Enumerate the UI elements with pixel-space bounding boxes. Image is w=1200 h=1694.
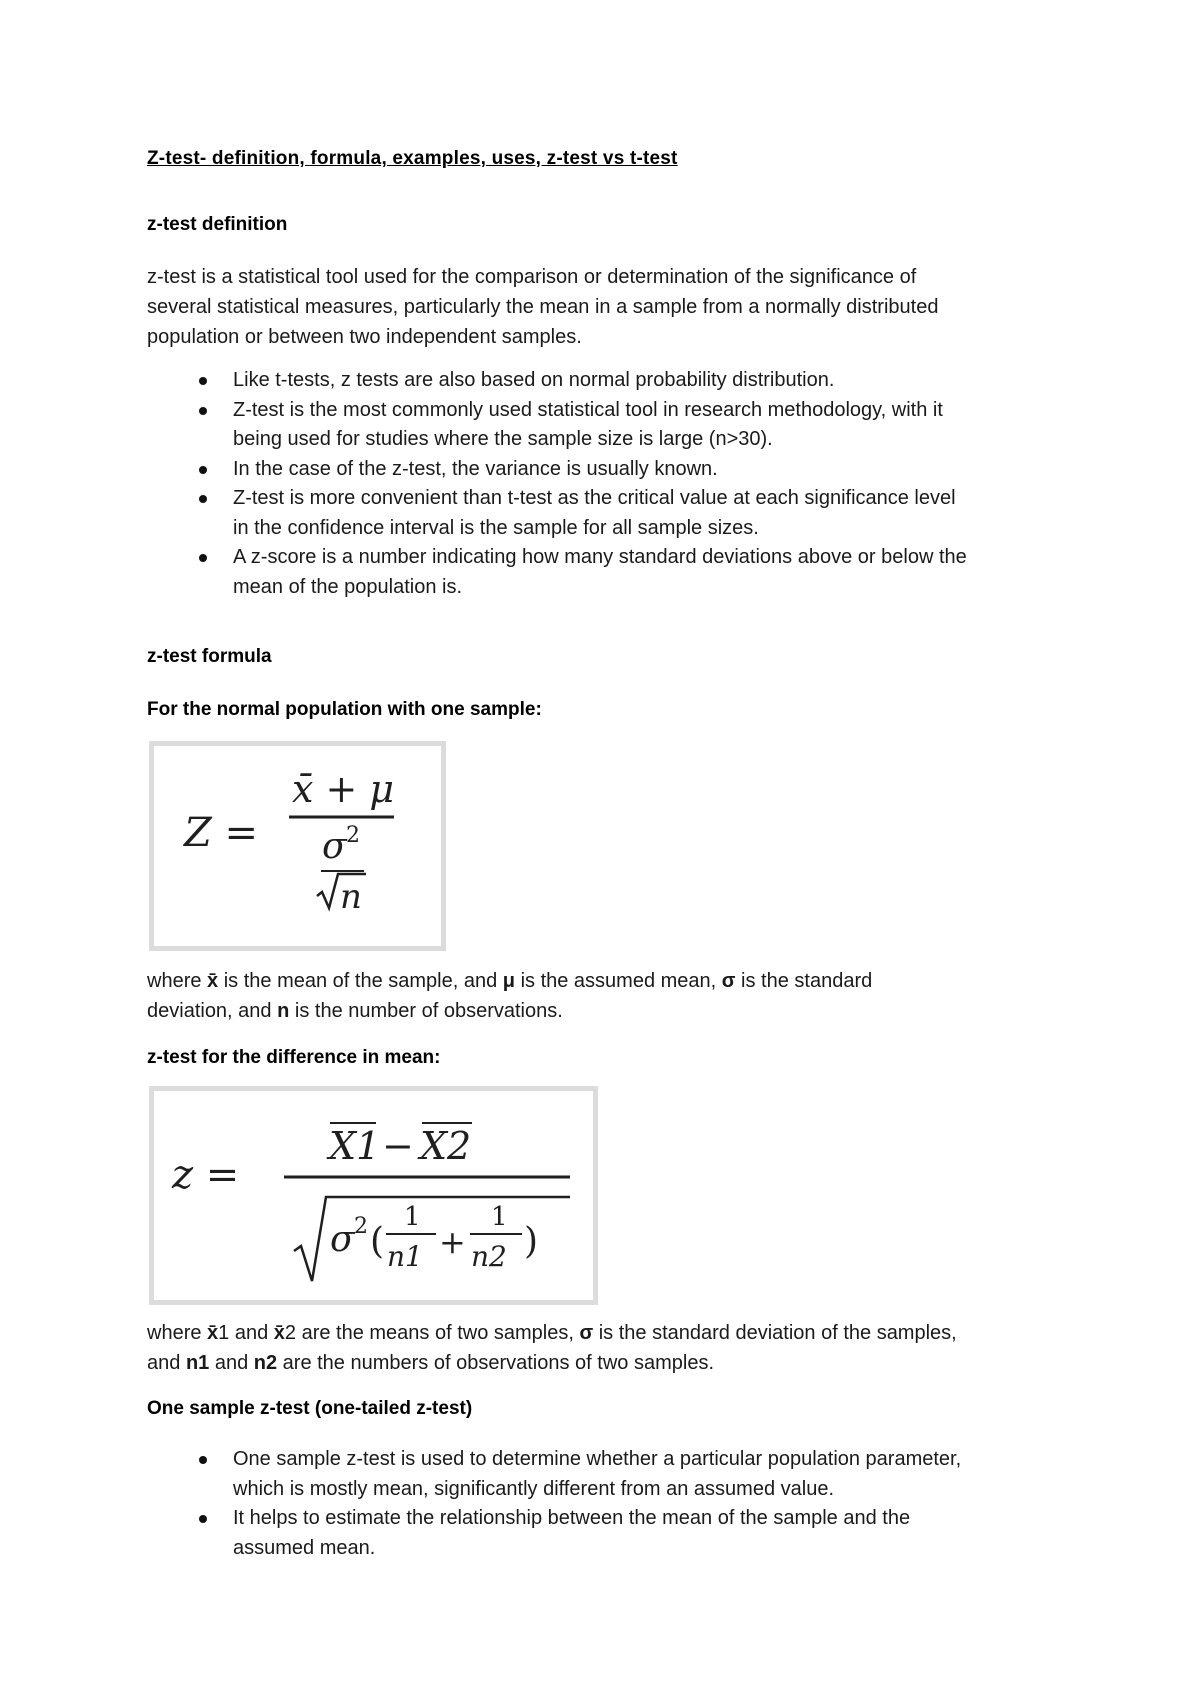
bullet-icon: [199, 1515, 207, 1523]
bullet-icon: [199, 377, 207, 385]
explanation-line: deviation, and n is the number of observations.: [147, 1000, 563, 1022]
list-item: In the case of the z-test, the variance is usually known.: [147, 455, 967, 485]
formula-lhs: Z =: [184, 810, 259, 856]
one-sample-formula-image: [149, 741, 446, 951]
definition-bullet-list: [147, 366, 967, 602]
definition-heading: z-test definition: [147, 214, 288, 235]
paragraph-line: population or between two independent samples.: [147, 326, 582, 348]
open-paren: (: [370, 1221, 385, 1262]
explanation-line: where x̄ is the mean of the sample, and μ is the assumed mean, σ is the standard: [147, 970, 873, 992]
sigma-exponent: 2: [354, 1214, 368, 1239]
one-sample-heading: For the normal population with one sample:: [147, 699, 542, 720]
sigma-symbol: σ: [322, 826, 347, 867]
explanation-line: and n1 and n2 are the numbers of observations of two samples.: [147, 1352, 714, 1374]
n1-denominator: n1: [387, 1240, 423, 1273]
sigma-exponent: 2: [346, 823, 360, 848]
list-item: One sample z-test is used to determine whether a particular population parameter, which is mostly mean, significantly different from an assumed value.: [147, 1445, 961, 1504]
document-title: Z-test- definition, formula, examples, uses, z-test vs t-test: [147, 148, 678, 169]
paragraph-line: z-test is a statistical tool used for the comparison or determination of the significance of: [147, 266, 917, 288]
n2-denominator: n2: [471, 1240, 507, 1273]
one-sample-formula: [154, 746, 441, 946]
bullet-icon: [199, 466, 207, 474]
one-sample-bullet-list: [147, 1445, 961, 1563]
difference-formula: [154, 1091, 593, 1300]
list-item: Z-test is the most commonly used statistical tool in research methodology, with it being used for studies where the sample size is large (n>30).: [147, 396, 967, 455]
difference-heading: z-test for the difference in mean:: [147, 1047, 441, 1068]
plus-sign: +: [439, 1223, 466, 1261]
list-item: Z-test is more convenient than t-test as the critical value at each significance level in the confidence interval is the sample for all sample sizes.: [147, 484, 967, 543]
minus-sign: −: [382, 1124, 414, 1168]
x2-term: X2: [420, 1124, 472, 1168]
explanation-line: where x̄1 and x̄2 are the means of two samples, σ is the standard deviation of the samples,: [147, 1322, 957, 1344]
close-paren: ): [524, 1221, 539, 1262]
numerator-one: 1: [491, 1202, 508, 1232]
bullet-icon: [199, 495, 207, 503]
formula2-explanation: [147, 1318, 957, 1378]
numerator-one: 1: [404, 1202, 421, 1232]
x1-term: X1: [329, 1124, 381, 1168]
list-item: It helps to estimate the relationship between the mean of the sample and the assumed mean.: [147, 1504, 961, 1563]
bullet-icon: [199, 407, 207, 415]
formula1-explanation: [147, 966, 872, 1026]
list-item: Like t-tests, z tests are also based on normal probability distribution.: [147, 366, 967, 396]
paragraph-line: several statistical measures, particularly the mean in a sample from a normally distributed: [147, 296, 939, 318]
formula-numerator: x̄ + μ: [292, 767, 395, 811]
one-sample-z-test-heading: One sample z-test (one-tailed z-test): [147, 1398, 473, 1419]
sqrt-n: n: [340, 877, 362, 917]
sigma-symbol: σ: [330, 1219, 355, 1260]
formula-heading: z-test formula: [147, 646, 272, 667]
bullet-icon: [199, 1456, 207, 1464]
formula-lhs: z =: [172, 1152, 240, 1198]
list-item: A z-score is a number indicating how many standard deviations above or below the mean of the population is.: [147, 543, 967, 602]
definition-paragraph: [147, 262, 938, 352]
bullet-icon: [199, 554, 207, 562]
difference-formula-image: [149, 1086, 598, 1305]
